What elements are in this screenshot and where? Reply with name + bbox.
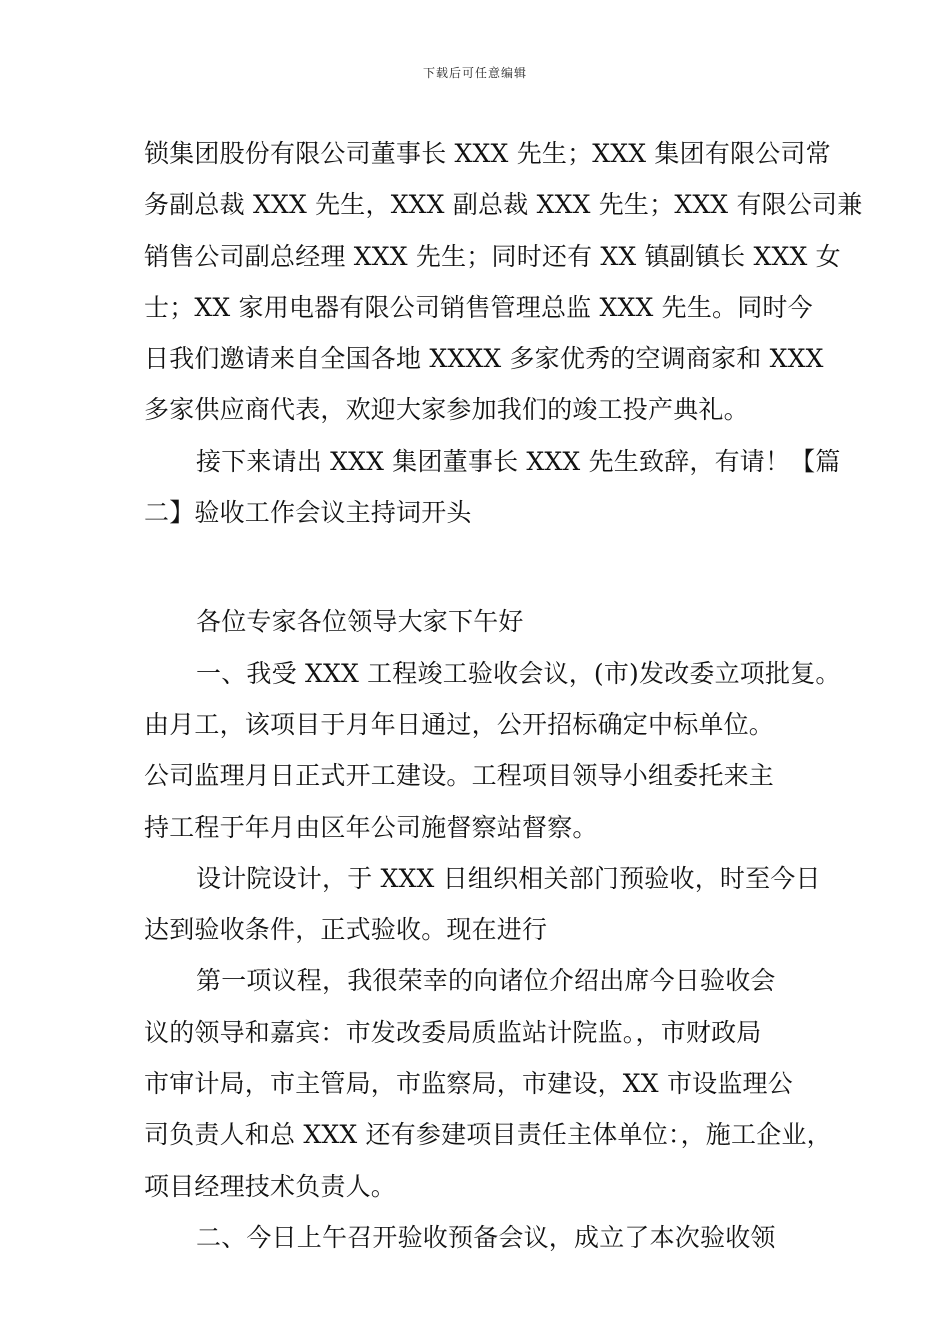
paragraph-start: 接下来请出 XXX 集团董事长 XXX 先生致辞，有请！【篇 (196, 446, 841, 476)
text-line: 日我们邀请来自全国各地 XXXX 多家优秀的空调商家和 XXX (144, 344, 824, 374)
paragraph-gap (144, 538, 809, 596)
text-line: 持工程于年月由区年公司施督察站督察。 (144, 812, 598, 842)
text-line: 多家供应商代表，欢迎大家参加我们的竣工投产典礼。 (144, 395, 749, 425)
text-line: 锁集团股份有限公司董事长 XXX 先生；XXX 集团有限公司常 (144, 139, 831, 168)
text-line: 公司监理月日正式开工建设。工程项目领导小组委托来主 (144, 761, 775, 791)
page-header: 下载后可任意编辑 (422, 66, 527, 80)
text-line: 士；XX 家用电器有限公司销售管理总监 XXX 先生。同时今 (144, 292, 813, 322)
paragraph-start: 第一项议程，我很荣幸的向诸位介绍出席今日验收会 (196, 966, 776, 996)
text-line: 由月工，该项目于月年日通过，公开招标确定中标单位。 (144, 709, 775, 739)
text-line: 二】验收工作会议主持词开头 (144, 498, 472, 528)
paragraph-start: 二、今日上午召开验收预备会议，成立了本次验收领 (196, 1222, 776, 1252)
paragraph-start: 一、我受 XXX 工程竣工验收会议，(市)发改委立项批复。 (196, 658, 841, 688)
paragraph-start: 设计院设计，于 XXX 日组织相关部门预验收，时至今日 (196, 863, 821, 893)
text-line: 达到验收条件，正式验收。现在进行 (144, 915, 548, 945)
text-line: 销售公司副总经理 XXX 先生；同时还有 XX 镇副镇长 XXX 女 (144, 241, 841, 271)
text-line: 务副总裁 XXX 先生，XXX 副总裁 XXX 先生；XXX 有限公司兼 (144, 190, 863, 220)
document-body (144, 128, 863, 1263)
text-line: 司负责人和总 XXX 还有参建项目责任主体单位：，施工企业， (144, 1120, 832, 1150)
text-line: 项目经理技术负责人。 (144, 1171, 397, 1201)
greeting-line: 各位专家各位领导大家下午好 (196, 607, 524, 637)
text-line: 市审计局，市主管局，市监察局，市建设，XX 市设监理公 (144, 1069, 793, 1099)
text-line: 议的领导和嘉宾：市发改委局质监站计院监。，市财政局 (144, 1017, 762, 1047)
